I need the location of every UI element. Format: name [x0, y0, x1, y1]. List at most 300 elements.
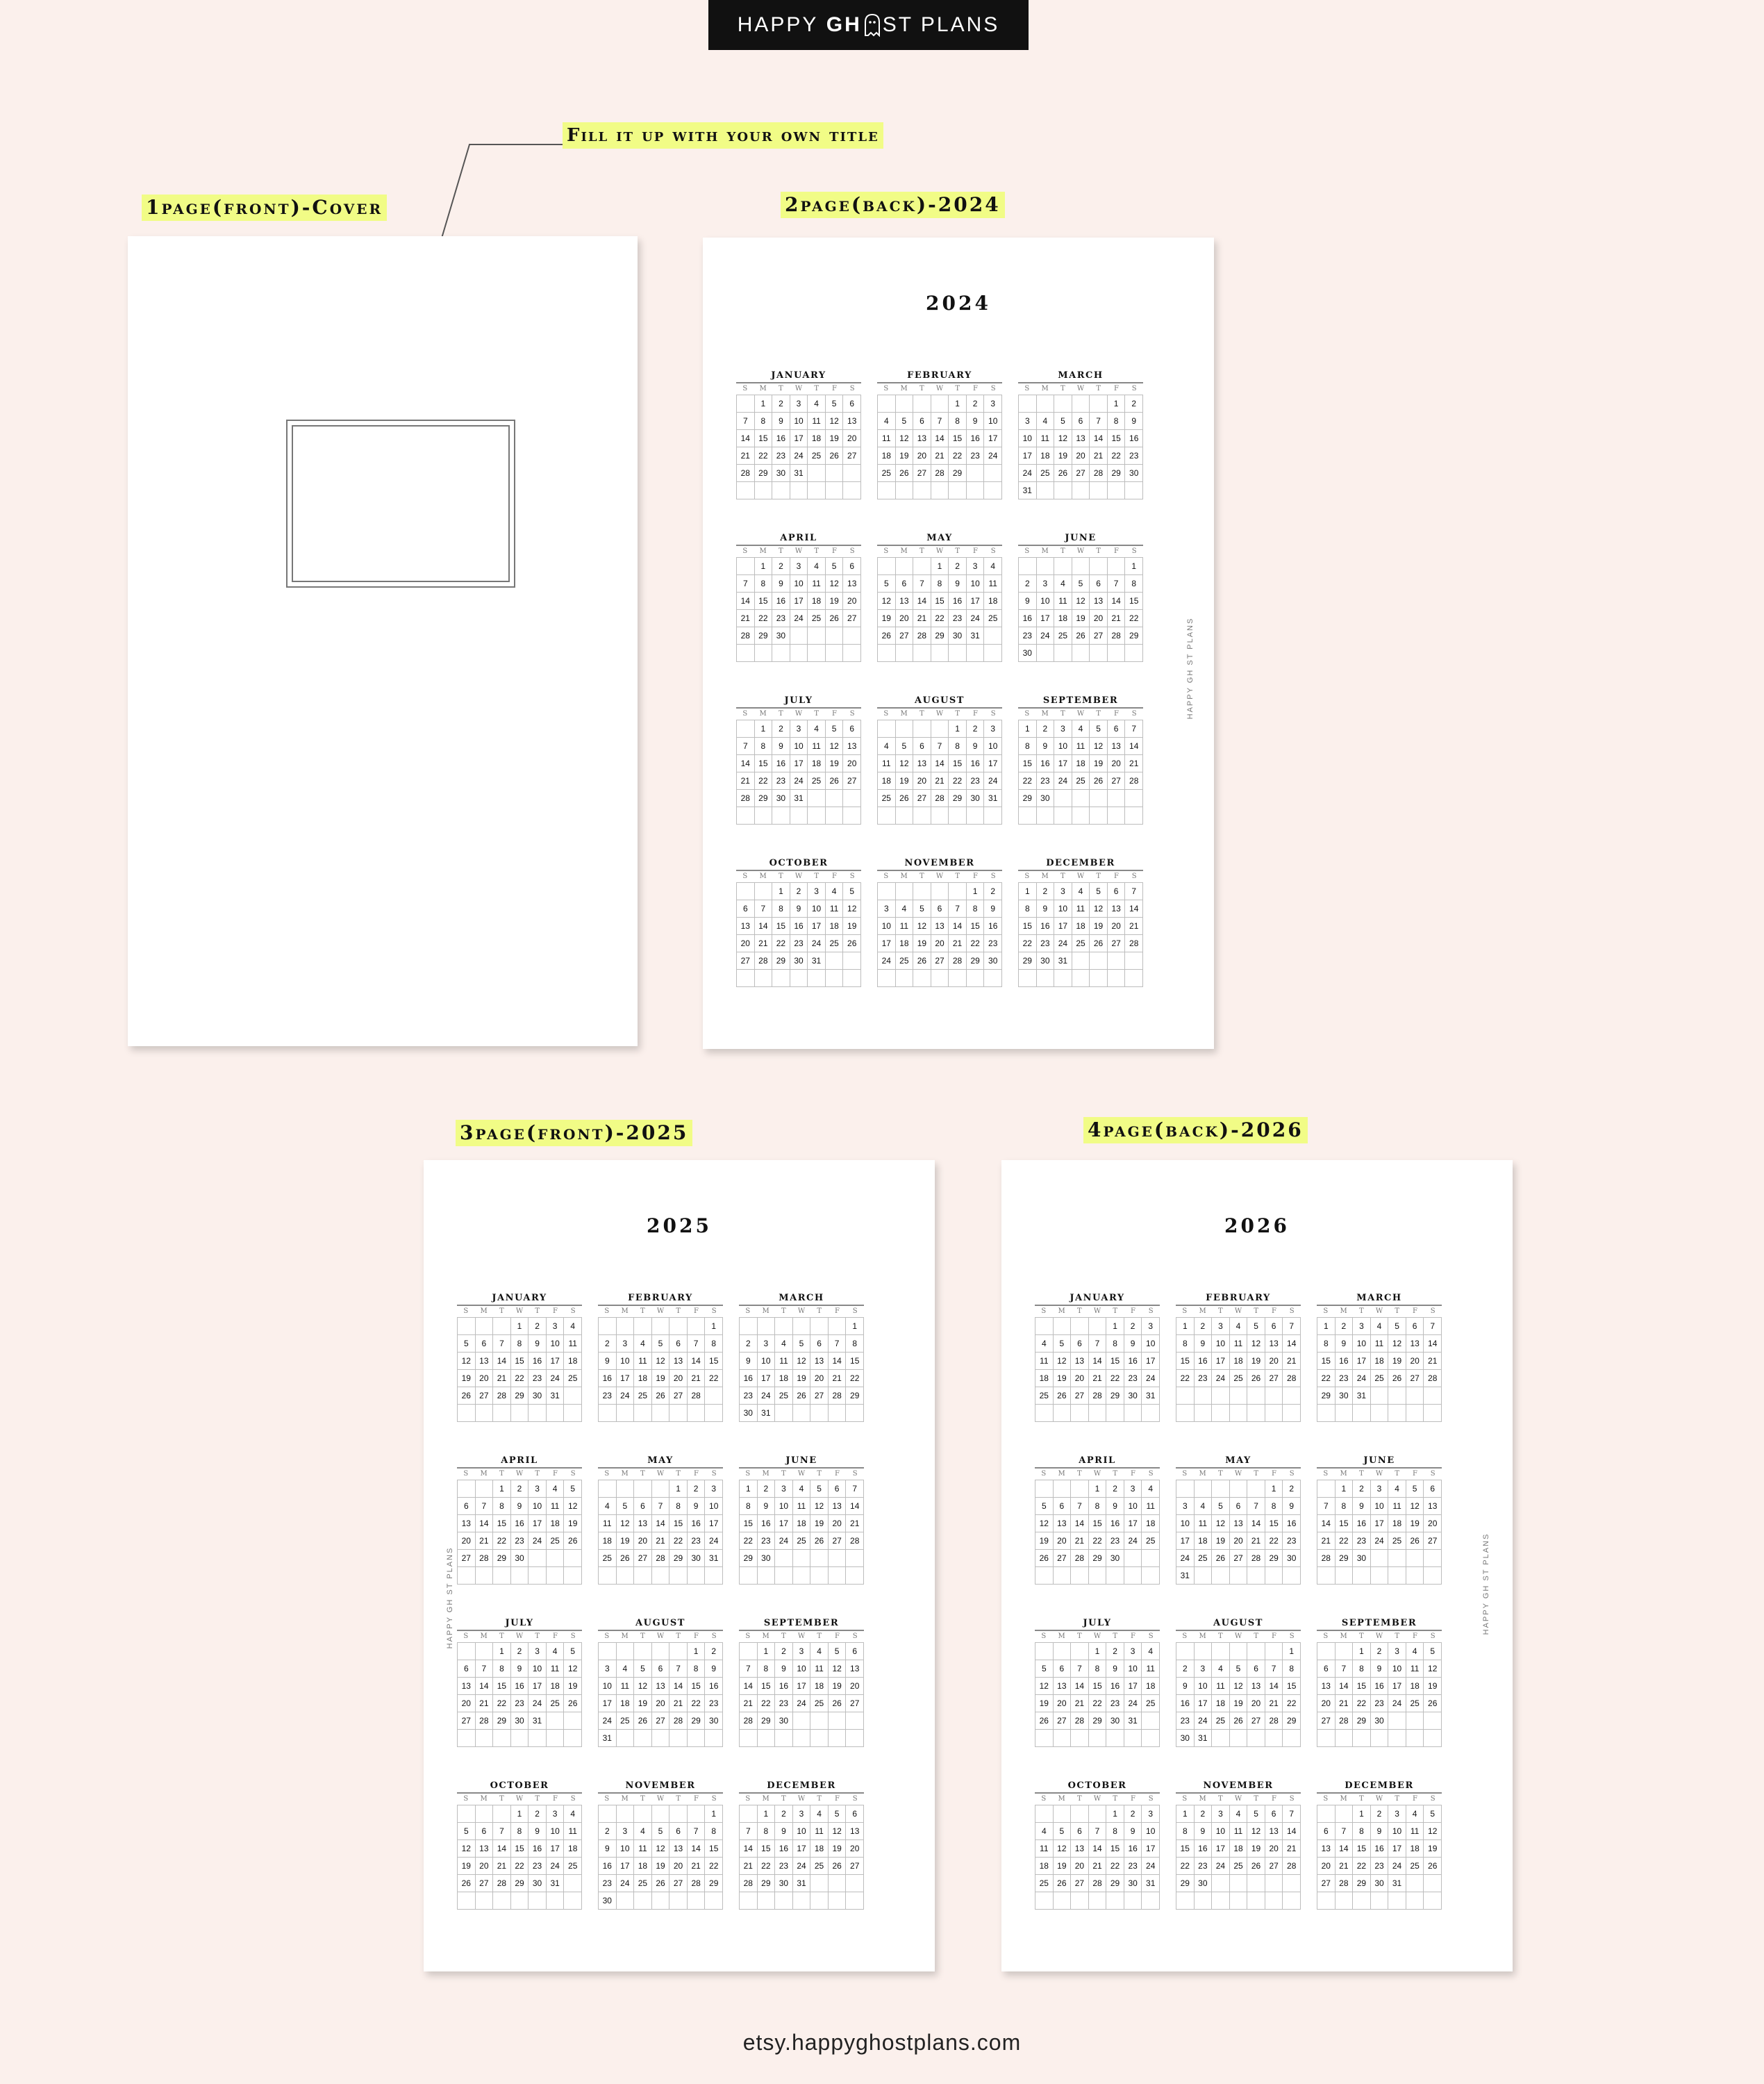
day-cell: [1230, 1643, 1248, 1660]
day-cell: 27: [843, 610, 861, 627]
day-cell: 2: [1037, 720, 1055, 738]
day-grid: [736, 882, 861, 987]
day-cell: 13: [458, 1515, 476, 1532]
day-cell: 23: [949, 610, 967, 627]
day-cell: 27: [1090, 627, 1108, 645]
day-cell: 22: [1176, 1858, 1195, 1875]
day-cell: 17: [984, 755, 1002, 772]
day-cell: 29: [493, 1550, 511, 1567]
day-cell: 19: [1054, 1858, 1072, 1875]
weekday-letter: F: [1271, 1632, 1276, 1640]
day-cell: 8: [1019, 738, 1037, 755]
day-cell: 20: [1090, 610, 1108, 627]
weekday-letter: T: [1395, 1307, 1400, 1315]
day-cell: 5: [1388, 1318, 1406, 1335]
day-cell: 26: [1035, 1550, 1054, 1567]
day-cell: 22: [1106, 1370, 1124, 1387]
weekday-letter: S: [745, 1632, 751, 1640]
day-cell: [1371, 1730, 1389, 1747]
day-cell: 8: [1019, 900, 1037, 918]
day-cell: 1: [1125, 558, 1143, 575]
weekday-letter: W: [794, 710, 803, 718]
day-cell: 16: [775, 1678, 793, 1695]
day-cell: [529, 1892, 547, 1910]
day-cell: 10: [1176, 1515, 1195, 1532]
day-cell: 4: [808, 395, 826, 413]
day-cell: 6: [458, 1498, 476, 1515]
day-cell: [1089, 1405, 1107, 1422]
day-cell: [1247, 1875, 1265, 1892]
day-cell: [737, 720, 755, 738]
day-grid: [1176, 1480, 1301, 1585]
day-cell: 12: [1090, 738, 1108, 755]
day-cell: 11: [547, 1498, 565, 1515]
day-cell: 28: [493, 1387, 511, 1405]
day-cell: 6: [1230, 1498, 1248, 1515]
day-cell: 13: [913, 430, 931, 447]
weekday-letter: M: [480, 1307, 488, 1315]
day-cell: 18: [634, 1858, 652, 1875]
day-cell: 7: [740, 1823, 758, 1840]
day-cell: [547, 1730, 565, 1747]
day-cell: [737, 558, 755, 575]
day-cell: 21: [913, 610, 931, 627]
day-cell: [829, 1892, 847, 1910]
day-cell: [669, 1805, 688, 1823]
day-cell: [1089, 1805, 1107, 1823]
day-cell: [843, 465, 861, 482]
weekday-header: [1035, 1305, 1160, 1317]
month-block: [877, 857, 1002, 987]
day-cell: [949, 482, 967, 499]
weekday-letter: S: [742, 873, 748, 880]
day-cell: 26: [826, 447, 844, 465]
day-cell: 30: [1019, 645, 1037, 662]
day-cell: 1: [688, 1643, 706, 1660]
day-cell: 29: [1019, 790, 1037, 807]
weekday-letter: W: [656, 1470, 665, 1478]
day-cell: [476, 1480, 494, 1498]
day-grid: [598, 1317, 723, 1422]
day-cell: 2: [775, 1805, 793, 1823]
day-cell: [758, 1567, 776, 1585]
day-cell: 20: [737, 935, 755, 952]
weekday-header: [1317, 1305, 1442, 1317]
day-cell: 8: [772, 900, 790, 918]
weekday-letter: M: [480, 1795, 488, 1803]
day-cell: 2: [949, 558, 967, 575]
month-name: APRIL: [501, 1455, 538, 1466]
day-cell: [1336, 1567, 1354, 1585]
day-cell: [913, 970, 931, 987]
month-name: FEBRUARY: [628, 1293, 693, 1303]
day-cell: 25: [808, 610, 826, 627]
day-cell: 27: [1108, 772, 1126, 790]
day-cell: 6: [1054, 1660, 1072, 1678]
day-cell: 28: [1108, 627, 1126, 645]
day-cell: 19: [458, 1858, 476, 1875]
day-cell: 18: [1195, 1532, 1213, 1550]
day-cell: [1142, 1892, 1160, 1910]
month-name: AUGUST: [915, 695, 965, 706]
weekday-letter: S: [742, 385, 748, 392]
day-cell: [617, 1318, 635, 1335]
day-cell: 17: [878, 935, 896, 952]
day-cell: 18: [1037, 447, 1055, 465]
weekday-letter: S: [883, 873, 889, 880]
day-cell: [931, 395, 949, 413]
day-cell: 11: [808, 575, 826, 593]
weekday-letter: F: [552, 1470, 558, 1478]
day-cell: [1317, 1892, 1336, 1910]
day-cell: 18: [1230, 1840, 1248, 1858]
weekday-letter: W: [1375, 1307, 1383, 1315]
day-cell: [1388, 1730, 1406, 1747]
day-cell: 15: [931, 593, 949, 610]
weekday-letter: T: [817, 1307, 822, 1315]
weekday-letter: S: [1289, 1307, 1295, 1315]
day-cell: 7: [1265, 1660, 1283, 1678]
months-grid: [736, 370, 1146, 987]
day-cell: 20: [931, 935, 949, 952]
day-cell: 9: [1283, 1498, 1301, 1515]
day-cell: 13: [1108, 900, 1126, 918]
day-cell: 19: [1247, 1840, 1265, 1858]
day-cell: 15: [1125, 593, 1143, 610]
day-cell: 20: [1108, 918, 1126, 935]
day-cell: 24: [1142, 1370, 1160, 1387]
day-cell: [1230, 1892, 1248, 1910]
day-cell: 23: [688, 1532, 706, 1550]
label-page4: 4page(back)-2026: [1083, 1117, 1308, 1143]
day-cell: 26: [1090, 935, 1108, 952]
weekday-letter: T: [535, 1470, 540, 1478]
day-cell: [1072, 558, 1090, 575]
weekday-letter: S: [990, 873, 996, 880]
weekday-letter: T: [676, 1470, 681, 1478]
day-cell: 9: [984, 900, 1002, 918]
day-cell: [458, 1730, 476, 1747]
day-cell: [634, 1805, 652, 1823]
day-cell: [705, 1892, 723, 1910]
month-block: [1176, 1780, 1301, 1910]
day-cell: 27: [1071, 1875, 1089, 1892]
weekday-letter: W: [515, 1470, 524, 1478]
day-cell: 22: [669, 1532, 688, 1550]
weekday-letter: F: [1113, 710, 1119, 718]
day-grid: [1018, 395, 1143, 499]
day-cell: [1037, 395, 1055, 413]
day-cell: 22: [493, 1532, 511, 1550]
day-cell: 11: [808, 738, 826, 755]
day-cell: [1371, 1387, 1389, 1405]
day-cell: 3: [1124, 1643, 1142, 1660]
day-cell: 15: [755, 755, 773, 772]
day-cell: 13: [458, 1678, 476, 1695]
weekday-header: [1317, 1467, 1442, 1480]
day-cell: 16: [1336, 1353, 1354, 1370]
day-cell: 23: [775, 1695, 793, 1712]
weekday-header: [1176, 1467, 1301, 1480]
day-cell: 2: [1336, 1318, 1354, 1335]
day-cell: 25: [1037, 465, 1055, 482]
day-cell: 16: [1106, 1515, 1124, 1532]
day-cell: 19: [1406, 1515, 1424, 1532]
day-cell: [529, 1550, 547, 1567]
day-cell: 24: [547, 1370, 565, 1387]
weekday-letter: T: [778, 547, 783, 555]
weekday-letter: S: [1430, 1470, 1436, 1478]
day-cell: [1072, 790, 1090, 807]
day-cell: 12: [1072, 593, 1090, 610]
day-cell: 26: [1090, 772, 1108, 790]
day-cell: [984, 465, 1002, 482]
day-cell: 2: [758, 1480, 776, 1498]
day-cell: 7: [737, 413, 755, 430]
weekday-letter: S: [883, 547, 889, 555]
day-cell: 2: [1124, 1318, 1142, 1335]
day-cell: 12: [810, 1498, 829, 1515]
year-title: 2024: [926, 292, 991, 315]
weekday-letter: F: [693, 1307, 699, 1315]
day-cell: [1230, 1405, 1248, 1422]
weekday-letter: M: [762, 1470, 769, 1478]
day-cell: 25: [810, 1858, 829, 1875]
day-cell: [617, 1405, 635, 1422]
weekday-header: [877, 870, 1002, 882]
brand-bold: GH: [826, 13, 862, 36]
day-cell: 22: [967, 935, 985, 952]
month-name: JUNE: [785, 1455, 817, 1466]
day-cell: [1108, 482, 1126, 499]
day-cell: 23: [1106, 1695, 1124, 1712]
day-cell: [949, 883, 967, 900]
day-cell: 25: [1072, 772, 1090, 790]
weekday-header: [736, 707, 861, 720]
weekday-letter: S: [463, 1795, 469, 1803]
day-cell: 17: [793, 1678, 811, 1695]
weekday-letter: S: [852, 1632, 858, 1640]
day-cell: [1090, 482, 1108, 499]
day-cell: [1424, 1892, 1442, 1910]
weekday-letter: S: [1148, 1795, 1154, 1803]
day-cell: 5: [652, 1335, 670, 1353]
day-cell: 31: [790, 465, 808, 482]
day-cell: 9: [1124, 1823, 1142, 1840]
weekday-letter: M: [1058, 1795, 1065, 1803]
day-cell: 30: [1283, 1550, 1301, 1567]
day-cell: 12: [896, 430, 914, 447]
day-cell: 17: [758, 1370, 776, 1387]
day-cell: 16: [790, 918, 808, 935]
day-cell: 22: [705, 1370, 723, 1387]
day-cell: [967, 482, 985, 499]
day-cell: 13: [1108, 738, 1126, 755]
day-cell: 21: [1089, 1858, 1107, 1875]
day-cell: 14: [1283, 1335, 1301, 1353]
day-cell: 24: [1388, 1695, 1406, 1712]
day-cell: 1: [755, 395, 773, 413]
weekday-letter: M: [900, 385, 908, 392]
day-cell: [1247, 1480, 1265, 1498]
day-cell: 24: [1212, 1370, 1230, 1387]
day-cell: 27: [476, 1875, 494, 1892]
day-cell: 31: [599, 1730, 617, 1747]
weekday-letter: F: [1113, 385, 1119, 392]
day-cell: 3: [1019, 413, 1037, 430]
day-cell: 23: [1124, 1858, 1142, 1875]
day-cell: 2: [529, 1318, 547, 1335]
day-cell: 2: [1125, 395, 1143, 413]
day-cell: 25: [984, 610, 1002, 627]
day-cell: 19: [1424, 1678, 1442, 1695]
day-cell: 14: [1090, 430, 1108, 447]
day-cell: 2: [688, 1480, 706, 1498]
day-cell: [652, 1643, 670, 1660]
day-cell: 22: [1353, 1858, 1371, 1875]
day-cell: 10: [1212, 1823, 1230, 1840]
day-cell: [669, 1730, 688, 1747]
day-cell: 23: [1195, 1370, 1213, 1387]
day-cell: 14: [737, 593, 755, 610]
day-cell: 30: [772, 465, 790, 482]
day-cell: 20: [669, 1858, 688, 1875]
day-cell: 20: [634, 1532, 652, 1550]
day-cell: 1: [967, 883, 985, 900]
weekday-letter: W: [1234, 1795, 1242, 1803]
month-block: [1018, 857, 1143, 987]
weekday-letter: T: [1113, 1632, 1118, 1640]
day-cell: 10: [617, 1840, 635, 1858]
day-cell: 18: [564, 1840, 582, 1858]
day-cell: 18: [547, 1515, 565, 1532]
day-cell: 4: [1035, 1335, 1054, 1353]
day-cell: 23: [984, 935, 1002, 952]
day-cell: 22: [949, 447, 967, 465]
day-grid: [457, 1805, 582, 1910]
day-cell: 8: [846, 1335, 864, 1353]
day-cell: 27: [1317, 1875, 1336, 1892]
day-cell: 3: [529, 1480, 547, 1498]
weekday-letter: S: [745, 1470, 751, 1478]
day-cell: 25: [878, 790, 896, 807]
weekday-letter: F: [831, 873, 837, 880]
day-cell: 20: [846, 1840, 864, 1858]
day-cell: 11: [896, 918, 914, 935]
day-cell: 28: [1283, 1370, 1301, 1387]
day-cell: [1406, 1550, 1424, 1567]
weekday-letter: W: [935, 710, 944, 718]
day-cell: 5: [793, 1335, 811, 1353]
day-cell: 23: [529, 1370, 547, 1387]
day-cell: 2: [1371, 1805, 1389, 1823]
weekday-letter: W: [794, 385, 803, 392]
day-cell: [669, 1567, 688, 1585]
weekday-letter: S: [883, 710, 889, 718]
day-cell: [1371, 1892, 1389, 1910]
day-cell: [846, 1405, 864, 1422]
day-cell: 26: [826, 610, 844, 627]
day-cell: 29: [1089, 1712, 1107, 1730]
day-cell: 25: [1230, 1858, 1248, 1875]
weekday-letter: W: [515, 1307, 524, 1315]
day-cell: 4: [775, 1335, 793, 1353]
day-cell: [1212, 1387, 1230, 1405]
day-cell: 23: [599, 1387, 617, 1405]
day-cell: 15: [1317, 1353, 1336, 1370]
weekday-letter: T: [535, 1632, 540, 1640]
day-cell: 21: [1336, 1695, 1354, 1712]
month-name: OCTOBER: [490, 1780, 549, 1791]
day-cell: [1406, 1730, 1424, 1747]
day-cell: 22: [846, 1370, 864, 1387]
day-cell: [826, 465, 844, 482]
weekday-letter: S: [745, 1795, 751, 1803]
weekday-letter: T: [817, 1632, 822, 1640]
weekday-letter: S: [1131, 710, 1137, 718]
weekday-header: [457, 1305, 582, 1317]
weekday-letter: F: [972, 873, 978, 880]
day-cell: 8: [1265, 1498, 1283, 1515]
month-name: NOVEMBER: [904, 858, 975, 868]
day-cell: 3: [1353, 1318, 1371, 1335]
day-cell: 25: [599, 1550, 617, 1567]
day-cell: [1265, 1387, 1283, 1405]
day-cell: [740, 1730, 758, 1747]
day-cell: 14: [476, 1678, 494, 1695]
weekday-letter: T: [817, 1470, 822, 1478]
day-cell: [896, 807, 914, 825]
day-cell: 2: [772, 558, 790, 575]
day-cell: [1089, 1567, 1107, 1585]
month-name: AUGUST: [635, 1618, 685, 1628]
day-cell: 13: [737, 918, 755, 935]
day-cell: 17: [1054, 755, 1072, 772]
day-cell: 30: [1336, 1387, 1354, 1405]
day-cell: [878, 720, 896, 738]
day-cell: 29: [758, 1712, 776, 1730]
day-cell: 21: [755, 935, 773, 952]
day-cell: [790, 807, 808, 825]
day-cell: [547, 1567, 565, 1585]
day-cell: [476, 1805, 494, 1823]
weekday-letter: F: [552, 1307, 558, 1315]
ghost-icon: [863, 13, 881, 37]
day-cell: [758, 1318, 776, 1335]
day-cell: 22: [1283, 1695, 1301, 1712]
day-cell: 12: [896, 755, 914, 772]
day-cell: 26: [793, 1387, 811, 1405]
day-cell: 19: [1212, 1532, 1230, 1550]
day-cell: [878, 883, 896, 900]
weekday-letter: M: [1199, 1470, 1206, 1478]
day-cell: 8: [1176, 1823, 1195, 1840]
day-cell: 28: [1125, 935, 1143, 952]
weekday-letter: M: [1041, 710, 1049, 718]
day-cell: 19: [1072, 610, 1090, 627]
day-cell: [1142, 1550, 1160, 1567]
day-cell: 10: [1124, 1498, 1142, 1515]
month-block: [736, 695, 861, 825]
day-cell: 7: [1090, 413, 1108, 430]
weekday-header: [1035, 1792, 1160, 1805]
day-cell: 29: [1176, 1875, 1195, 1892]
day-cell: 31: [547, 1875, 565, 1892]
day-cell: 24: [758, 1387, 776, 1405]
day-cell: 9: [1125, 413, 1143, 430]
day-cell: 28: [755, 952, 773, 970]
weekday-letter: W: [1093, 1632, 1101, 1640]
